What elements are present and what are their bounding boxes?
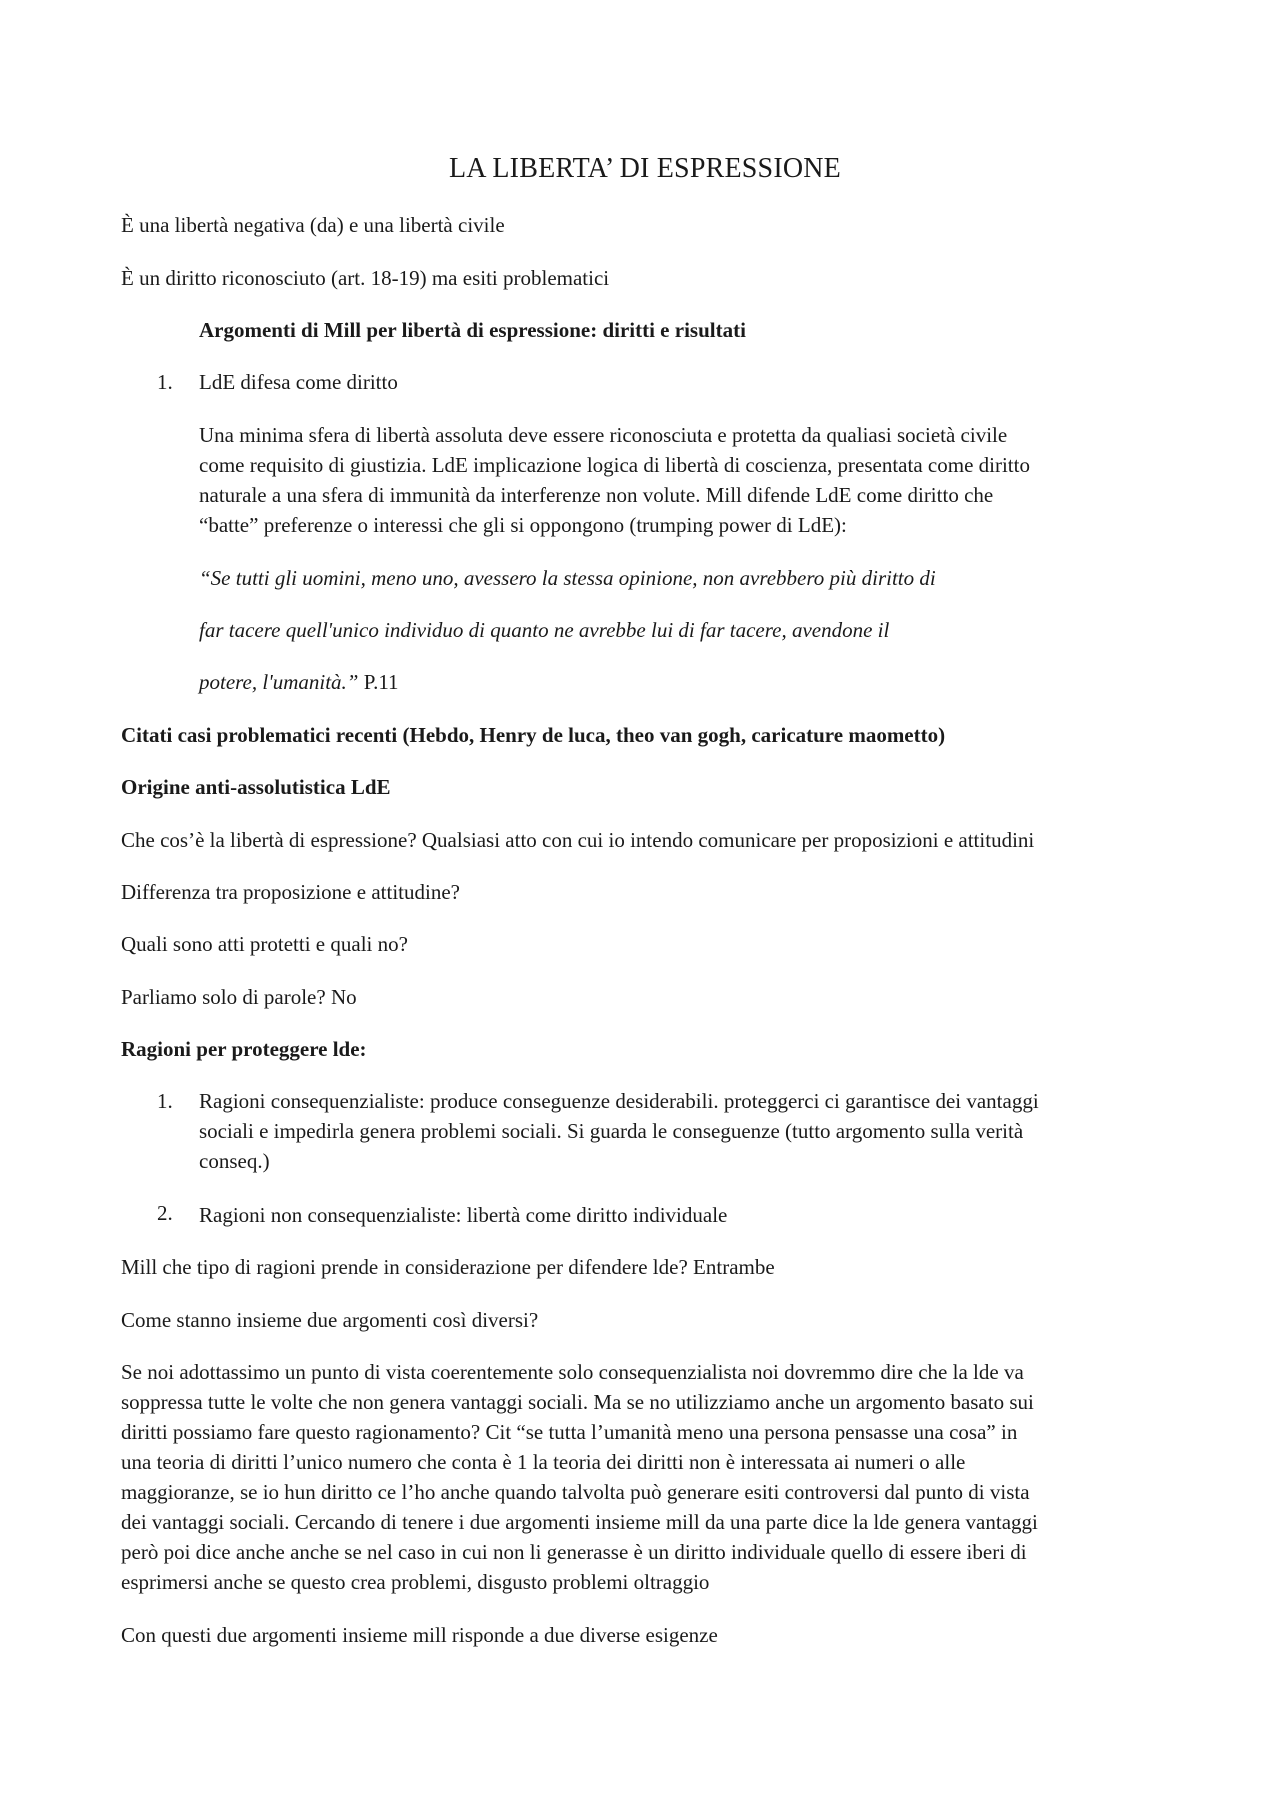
question-coexist: Come stanno insieme due argomenti così diversi?	[121, 1308, 539, 1332]
paragraph-line: esprimersi anche se questo crea problemi, disgusto problemi oltraggio	[121, 1570, 710, 1594]
quote-line: “Se tutti gli uomini, meno uno, avessero la stessa opinione, non avrebbero più diritto di	[199, 566, 936, 590]
explanation-line: “batte” preferenze o interessi che gli si oppongono (trumping power di LdE):	[199, 513, 847, 537]
question-only-words: Parliamo solo di parole? No	[121, 985, 357, 1009]
quote-page-reference: P.11	[358, 670, 399, 694]
question-protected-acts: Quali sono atti protetti e quali no?	[121, 932, 408, 956]
explanation-line: naturale a una sfera di immunità da interferenze non volute. Mill difende LdE come diritto che	[199, 483, 994, 507]
quote-text: potere, l'umanità.”	[199, 670, 359, 694]
question-difference: Differenza tra proposizione e attitudine?	[121, 880, 460, 904]
list-item-line: conseq.)	[199, 1149, 270, 1173]
list-item-non-consequentialist: Ragioni non consequenzialiste: libertà come diritto individuale	[199, 1203, 728, 1227]
paragraph-line: una teoria di diritti l’unico numero che conta è 1 la teoria dei diritti non è interessata ai numeri o alle	[121, 1450, 966, 1474]
explanation-line: Una minima sfera di libertà assoluta deve essere riconosciuta e protetta da qualiasi società civile	[199, 423, 1008, 447]
paragraph-line: dei vantaggi sociali. Cercando di tenere i due argomenti insieme mill da una parte dice la lde genera vantaggi	[121, 1510, 1038, 1534]
paragraph-line: maggioranze, se io hun diritto ce l’ho anche quando talvolta può generare esiti controversi dal punto di vista	[121, 1480, 1030, 1504]
list-number-1: 1.	[157, 370, 173, 394]
paragraph-line: però poi dice anche anche se nel caso in cui non li generasse è un diritto individuale quello di essere iberi di	[121, 1540, 1027, 1564]
list-number-1: 1.	[157, 1089, 173, 1113]
list-number-2: 2.	[157, 1201, 173, 1225]
paragraph-negative-liberty: È una libertà negativa (da) e una libertà civile	[121, 213, 505, 237]
heading-reasons: Ragioni per proteggere lde:	[121, 1037, 367, 1061]
document-title: LA LIBERTA’ DI ESPRESSIONE	[449, 153, 841, 184]
heading-mill-arguments: Argomenti di Mill per libertà di espressione: diritti e risultati	[199, 318, 746, 342]
quote-line-last	[199, 667, 1159, 697]
list-item-line: sociali e impedirla genera problemi sociali. Si guarda le conseguenze (tutto argomento sulla verità	[199, 1119, 1024, 1143]
question-what-is-lde: Che cos’è la libertà di espressione? Qualsiasi atto con cui io intendo comunicare per proposizioni e attitudini	[121, 828, 1035, 852]
question-mill-reasons: Mill che tipo di ragioni prende in considerazione per difendere lde? Entrambe	[121, 1255, 775, 1279]
paragraph-line: Se noi adottassimo un punto di vista coerentemente solo consequenzialista noi dovremmo dire che la lde va	[121, 1360, 1024, 1384]
heading-problematic-cases: Citati casi problematici recenti (Hebdo, Henry de luca, theo van gogh, caricature maometto)	[121, 723, 946, 747]
paragraph-line: soppressa tutte le volte che non genera vantaggi sociali. Ma se no utilizziamo anche un argomento basato sui	[121, 1390, 1034, 1414]
explanation-line: come requisito di giustizia. LdE implicazione logica di libertà di coscienza, presentata come diritto	[199, 453, 1030, 477]
paragraph-recognized-right: È un diritto riconosciuto (art. 18-19) ma esiti problematici	[121, 266, 610, 290]
list-item-line: Ragioni consequenzialiste: produce conseguenze desiderabili. proteggerci ci garantisce dei vantaggi	[199, 1089, 1039, 1113]
paragraph-conclusion: Con questi due argomenti insieme mill risponde a due diverse esigenze	[121, 1623, 718, 1647]
list-item-lde-diritto: LdE difesa come diritto	[199, 370, 398, 394]
quote-line: far tacere quell'unico individuo di quanto ne avrebbe lui di far tacere, avendone il	[199, 618, 890, 642]
paragraph-line: diritti possiamo fare questo ragionamento? Cit “se tutta l’umanità meno una persona pensasse una cosa” in	[121, 1420, 1018, 1444]
heading-origin: Origine anti-assolutistica LdE	[121, 775, 391, 799]
